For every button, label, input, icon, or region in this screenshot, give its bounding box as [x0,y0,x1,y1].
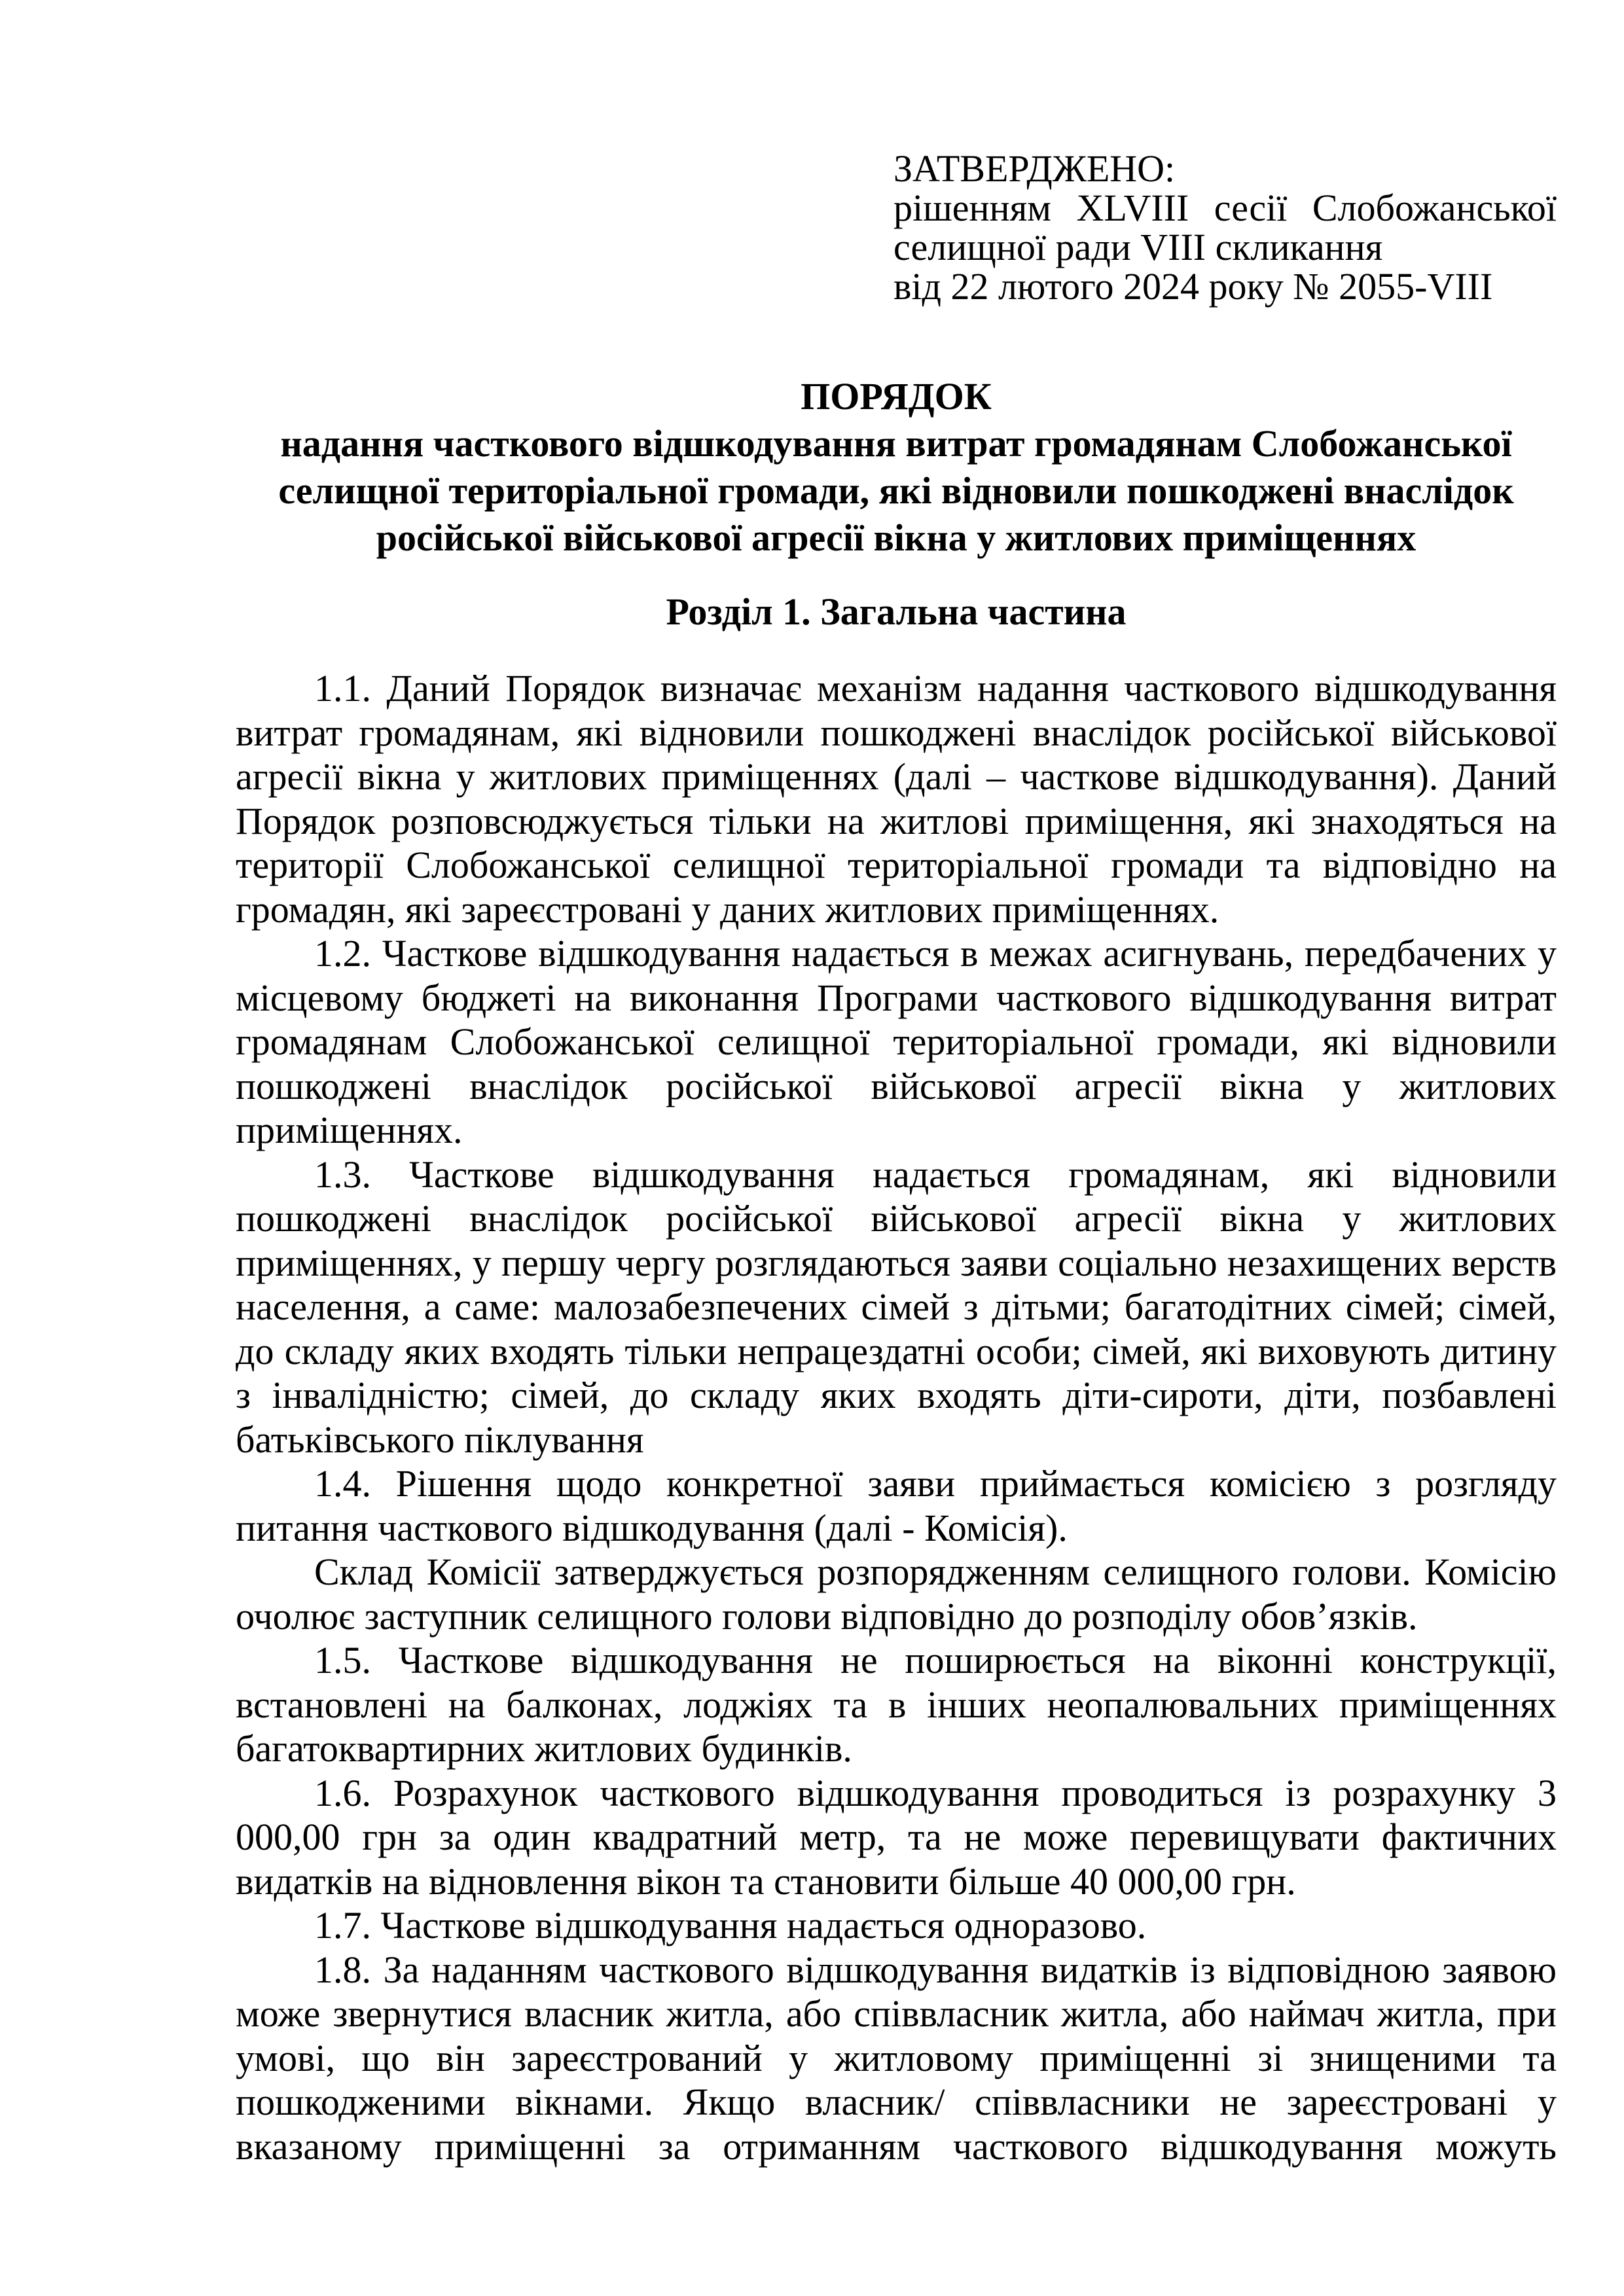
paragraph-1-4: 1.4. Рішення щодо конкретної заяви приймається комісією з розгляду питання часткового відшкодування (далі - Комісія). [236,1462,1557,1549]
section-heading: Розділ 1. Загальна частина [666,590,1127,633]
approval-stamp [893,149,1557,306]
paragraph-1-7: 1.7. Часткове відшкодування надається одноразово. [314,1904,1147,1946]
title-main: ПОРЯДОК [801,375,992,418]
paragraph-1-1: 1.1. Даний Порядок визначає механізм надання часткового відшкодування витрат громадянам, які відновили пошкоджені внаслідок російської військової агресії вікна у житлових приміщеннях (далі – часткове відшкодування). Даний Порядок розповсюджується тільки на житлові приміщення, які знаходяться на території Слобожанської селищної територіальної громади та відповідно на громадян, які зареєстровані у даних житлових приміщеннях. [236,667,1557,931]
approval-decision-line: рішенням XLVIII сесії Слобожанської [893,187,1557,229]
paragraph-commission: Склад Комісії затверджується розпорядженням селищного голови. Комісію очолює заступник селищного голови відповідно до розподілу обов’язків. [236,1551,1557,1638]
title-subtitle: надання часткового відшкодування витрат громадянам Слобожанської селищної територіальної громади, які відновили пошкоджені внаслідок російської військової агресії вікна у житлових приміщеннях [278,422,1514,559]
approval-council-line: селищної ради VIII скликання [893,226,1383,268]
paragraph-1-5: 1.5. Часткове відшкодування не поширюється на віконні конструкції, встановлені на балконах, лоджіях та в інших неопалювальних приміщеннях багатоквартирних житлових будинків. [236,1639,1557,1770]
approval-heading: ЗАТВЕРДЖЕНО: [893,147,1176,190]
paragraph-1-6: 1.6. Розрахунок часткового відшкодування проводиться із розрахунку 3 000,00 грн за один квадратний метр, та не може перевищувати фактичних видатків на відновлення вікон та становити більше 40 000,00 грн. [236,1771,1557,1903]
document-body [236,666,1557,2168]
document-title [236,373,1557,562]
paragraph-1-2: 1.2. Часткове відшкодування надається в межах асигнувань, передбачених у місцевому бюджеті на виконання Програми часткового відшкодування витрат громадянам Слобожанської селищної територіальної громади, які відновили пошкоджені внаслідок російської військової агресії вікна у житлових приміщеннях. [236,932,1557,1151]
approval-date-line: від 22 лютого 2024 року № 2055-VIII [893,265,1493,308]
paragraph-1-8: 1.8. За наданням часткового відшкодування видатків із відповідною заявою може звернутися власник житла, або співвласник житла, або наймач житла, при умові, що він зареєстрований у житловому приміщенні зі знищеними та пошкодженими вікнами. Якщо власник/ співвласники не зареєстровані у вказаному приміщенні за отриманням часткового відшкодування можуть [236,1948,1557,2168]
paragraph-1-3: 1.3. Часткове відшкодування надається громадянам, які відновили пошкоджені внаслідок російської військової агресії вікна у житлових приміщеннях, у першу чергу розглядаються заяви соціально незахищених верств населення, а саме: малозабезпечених сімей з дітьми; багатодітних сімей; сімей, до складу яких входять тільки непрацездатні особи; сімей, які виховують дитину з інвалідністю; сімей, до складу яких входять діти-сироти, діти, позбавлені батьківського піклування [236,1153,1557,1461]
